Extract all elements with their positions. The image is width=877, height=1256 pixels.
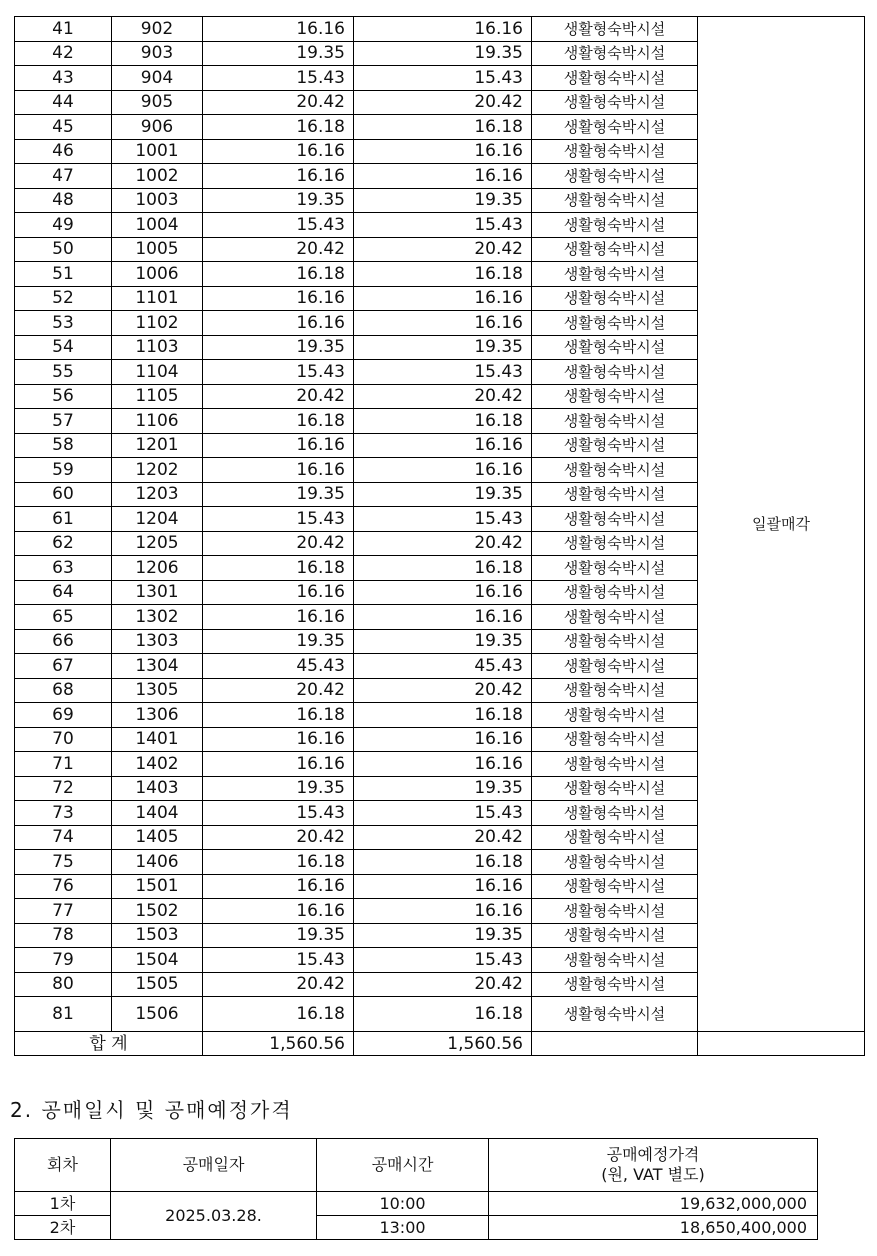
usage-type: 생활형숙박시설 <box>532 482 698 507</box>
row-number: 75 <box>15 850 112 875</box>
area-a: 15.43 <box>203 948 354 973</box>
usage-type: 생활형숙박시설 <box>532 360 698 385</box>
row-number: 74 <box>15 825 112 850</box>
area-b: 16.18 <box>354 703 532 728</box>
total-label: 합 계 <box>15 1032 203 1056</box>
units-table <box>14 16 865 1056</box>
row-number: 70 <box>15 727 112 752</box>
row-number: 64 <box>15 580 112 605</box>
unit-number: 1306 <box>112 703 203 728</box>
total-row <box>15 1032 865 1056</box>
unit-number: 1201 <box>112 433 203 458</box>
area-a: 19.35 <box>203 335 354 360</box>
auction-price: 18,650,400,000 <box>489 1216 818 1240</box>
header-price-line1: 공매예정가격 <box>606 1145 700 1164</box>
usage-type: 생활형숙박시설 <box>532 580 698 605</box>
unit-number: 1304 <box>112 654 203 679</box>
row-number: 43 <box>15 66 112 91</box>
total-area-b: 1,560.56 <box>354 1032 532 1056</box>
row-number: 79 <box>15 948 112 973</box>
area-a: 16.18 <box>203 115 354 140</box>
area-b: 20.42 <box>354 972 532 997</box>
area-b: 16.16 <box>354 139 532 164</box>
area-a: 19.35 <box>203 482 354 507</box>
section-title: 2. 공매일시 및 공매예정가격 <box>10 1098 293 1122</box>
area-b: 19.35 <box>354 923 532 948</box>
auction-time: 10:00 <box>317 1192 489 1216</box>
usage-type: 생활형숙박시설 <box>532 90 698 115</box>
auction-date: 2025.03.28. <box>111 1192 317 1240</box>
area-b: 19.35 <box>354 41 532 66</box>
auction-round: 1차 <box>15 1192 111 1216</box>
usage-type: 생활형숙박시설 <box>532 629 698 654</box>
row-number: 46 <box>15 139 112 164</box>
auction-time: 13:00 <box>317 1216 489 1240</box>
usage-type: 생활형숙박시설 <box>532 139 698 164</box>
usage-type: 생활형숙박시설 <box>532 115 698 140</box>
usage-type: 생활형숙박시설 <box>532 17 698 42</box>
usage-type: 생활형숙박시설 <box>532 605 698 630</box>
unit-number: 1205 <box>112 531 203 556</box>
area-a: 16.16 <box>203 899 354 924</box>
header-price-line2: (원, VAT 별도) <box>601 1165 705 1184</box>
area-b: 16.16 <box>354 458 532 483</box>
area-b: 16.16 <box>354 433 532 458</box>
unit-number: 905 <box>112 90 203 115</box>
area-b: 19.35 <box>354 776 532 801</box>
usage-type: 생활형숙박시설 <box>532 507 698 532</box>
area-b: 16.16 <box>354 752 532 777</box>
area-b: 15.43 <box>354 948 532 973</box>
row-number: 41 <box>15 17 112 42</box>
usage-type: 생활형숙박시설 <box>532 262 698 287</box>
unit-number: 1401 <box>112 727 203 752</box>
unit-number: 1202 <box>112 458 203 483</box>
area-b: 16.18 <box>354 262 532 287</box>
unit-number: 1506 <box>112 997 203 1032</box>
usage-type: 생활형숙박시설 <box>532 66 698 91</box>
area-b: 16.16 <box>354 899 532 924</box>
area-a: 16.16 <box>203 164 354 189</box>
area-a: 20.42 <box>203 678 354 703</box>
unit-number: 1203 <box>112 482 203 507</box>
area-b: 16.16 <box>354 164 532 189</box>
area-b: 15.43 <box>354 213 532 238</box>
header-date: 공매일자 <box>111 1139 317 1192</box>
area-a: 16.18 <box>203 262 354 287</box>
row-number: 80 <box>15 972 112 997</box>
area-a: 16.16 <box>203 139 354 164</box>
row-number: 48 <box>15 188 112 213</box>
unit-number: 1505 <box>112 972 203 997</box>
area-a: 19.35 <box>203 629 354 654</box>
sale-method-note: 일괄매각 <box>698 17 865 1032</box>
area-b: 16.16 <box>354 311 532 336</box>
row-number: 59 <box>15 458 112 483</box>
area-b: 19.35 <box>354 482 532 507</box>
usage-type: 생활형숙박시설 <box>532 703 698 728</box>
area-b: 19.35 <box>354 629 532 654</box>
area-a: 15.43 <box>203 66 354 91</box>
area-a: 20.42 <box>203 237 354 262</box>
header-round: 회차 <box>15 1139 111 1192</box>
usage-type: 생활형숙박시설 <box>532 801 698 826</box>
row-number: 49 <box>15 213 112 238</box>
unit-number: 1402 <box>112 752 203 777</box>
usage-type: 생활형숙박시설 <box>532 458 698 483</box>
usage-type: 생활형숙박시설 <box>532 825 698 850</box>
auction-round: 2차 <box>15 1216 111 1240</box>
unit-number: 1501 <box>112 874 203 899</box>
area-b: 15.43 <box>354 360 532 385</box>
area-a: 16.18 <box>203 409 354 434</box>
usage-type: 생활형숙박시설 <box>532 41 698 66</box>
area-b: 20.42 <box>354 678 532 703</box>
row-number: 77 <box>15 899 112 924</box>
row-number: 65 <box>15 605 112 630</box>
area-a: 20.42 <box>203 90 354 115</box>
area-a: 20.42 <box>203 825 354 850</box>
area-a: 19.35 <box>203 41 354 66</box>
usage-type: 생활형숙박시설 <box>532 776 698 801</box>
usage-type: 생활형숙박시설 <box>532 678 698 703</box>
unit-number: 1302 <box>112 605 203 630</box>
unit-number: 1005 <box>112 237 203 262</box>
area-a: 16.18 <box>203 997 354 1032</box>
area-b: 16.18 <box>354 997 532 1032</box>
row-number: 51 <box>15 262 112 287</box>
auction-row <box>15 1192 818 1216</box>
area-a: 16.16 <box>203 874 354 899</box>
unit-number: 1301 <box>112 580 203 605</box>
total-empty-cell <box>698 1032 865 1056</box>
area-b: 16.16 <box>354 605 532 630</box>
area-b: 20.42 <box>354 825 532 850</box>
area-b: 15.43 <box>354 801 532 826</box>
usage-type: 생활형숙박시설 <box>532 556 698 581</box>
row-number: 60 <box>15 482 112 507</box>
usage-type: 생활형숙박시설 <box>532 335 698 360</box>
area-b: 16.16 <box>354 286 532 311</box>
area-a: 19.35 <box>203 923 354 948</box>
row-number: 44 <box>15 90 112 115</box>
auction-header-row <box>15 1139 818 1192</box>
unit-number: 1404 <box>112 801 203 826</box>
area-a: 15.43 <box>203 213 354 238</box>
area-a: 16.16 <box>203 580 354 605</box>
usage-type: 생활형숙박시설 <box>532 433 698 458</box>
usage-type: 생활형숙박시설 <box>532 237 698 262</box>
unit-number: 1403 <box>112 776 203 801</box>
area-a: 16.16 <box>203 727 354 752</box>
unit-number: 1104 <box>112 360 203 385</box>
units-table-body <box>15 17 865 1056</box>
unit-number: 1503 <box>112 923 203 948</box>
row-number: 58 <box>15 433 112 458</box>
usage-type: 생활형숙박시설 <box>532 850 698 875</box>
header-price <box>489 1139 818 1192</box>
row-number: 72 <box>15 776 112 801</box>
unit-number: 1504 <box>112 948 203 973</box>
area-b: 16.18 <box>354 409 532 434</box>
area-b: 20.42 <box>354 237 532 262</box>
row-number: 50 <box>15 237 112 262</box>
area-a: 20.42 <box>203 384 354 409</box>
unit-number: 1106 <box>112 409 203 434</box>
area-a: 15.43 <box>203 507 354 532</box>
row-number: 63 <box>15 556 112 581</box>
row-number: 73 <box>15 801 112 826</box>
unit-number: 1206 <box>112 556 203 581</box>
unit-number: 1406 <box>112 850 203 875</box>
header-time: 공매시간 <box>317 1139 489 1192</box>
usage-type: 생활형숙박시설 <box>532 874 698 899</box>
unit-number: 1105 <box>112 384 203 409</box>
area-b: 15.43 <box>354 66 532 91</box>
row-number: 61 <box>15 507 112 532</box>
unit-number: 902 <box>112 17 203 42</box>
area-a: 16.16 <box>203 17 354 42</box>
area-b: 19.35 <box>354 335 532 360</box>
row-number: 67 <box>15 654 112 679</box>
row-number: 42 <box>15 41 112 66</box>
area-b: 16.18 <box>354 556 532 581</box>
usage-type: 생활형숙박시설 <box>532 213 698 238</box>
usage-type: 생활형숙박시설 <box>532 311 698 336</box>
area-b: 16.16 <box>354 874 532 899</box>
area-b: 16.16 <box>354 17 532 42</box>
area-b: 20.42 <box>354 531 532 556</box>
area-b: 16.16 <box>354 727 532 752</box>
area-a: 15.43 <box>203 360 354 385</box>
row-number: 53 <box>15 311 112 336</box>
row-number: 54 <box>15 335 112 360</box>
area-b: 16.18 <box>354 850 532 875</box>
usage-type: 생활형숙박시설 <box>532 997 698 1032</box>
area-b: 19.35 <box>354 188 532 213</box>
usage-type: 생활형숙박시설 <box>532 752 698 777</box>
area-a: 16.16 <box>203 458 354 483</box>
usage-type: 생활형숙박시설 <box>532 899 698 924</box>
area-a: 16.16 <box>203 605 354 630</box>
row-number: 76 <box>15 874 112 899</box>
unit-number: 1103 <box>112 335 203 360</box>
total-area-a: 1,560.56 <box>203 1032 354 1056</box>
area-b: 16.18 <box>354 115 532 140</box>
row-number: 55 <box>15 360 112 385</box>
area-a: 20.42 <box>203 531 354 556</box>
area-a: 16.16 <box>203 286 354 311</box>
row-number: 69 <box>15 703 112 728</box>
row-number: 81 <box>15 997 112 1032</box>
area-b: 16.16 <box>354 580 532 605</box>
area-a: 16.18 <box>203 850 354 875</box>
usage-type: 생활형숙박시설 <box>532 948 698 973</box>
unit-number: 1006 <box>112 262 203 287</box>
usage-type: 생활형숙박시설 <box>532 923 698 948</box>
usage-type: 생활형숙박시설 <box>532 164 698 189</box>
area-a: 16.16 <box>203 752 354 777</box>
unit-number: 1003 <box>112 188 203 213</box>
area-a: 45.43 <box>203 654 354 679</box>
unit-number: 1305 <box>112 678 203 703</box>
unit-number: 1405 <box>112 825 203 850</box>
usage-type: 생활형숙박시설 <box>532 531 698 556</box>
total-empty-cell <box>532 1032 698 1056</box>
area-b: 45.43 <box>354 654 532 679</box>
area-a: 16.18 <box>203 703 354 728</box>
area-b: 20.42 <box>354 90 532 115</box>
usage-type: 생활형숙박시설 <box>532 727 698 752</box>
usage-type: 생활형숙박시설 <box>532 384 698 409</box>
area-a: 15.43 <box>203 801 354 826</box>
row-number: 66 <box>15 629 112 654</box>
area-b: 15.43 <box>354 507 532 532</box>
auction-price: 19,632,000,000 <box>489 1192 818 1216</box>
row-number: 62 <box>15 531 112 556</box>
row-number: 57 <box>15 409 112 434</box>
area-a: 16.16 <box>203 433 354 458</box>
unit-number: 906 <box>112 115 203 140</box>
row-number: 71 <box>15 752 112 777</box>
row-number: 45 <box>15 115 112 140</box>
usage-type: 생활형숙박시설 <box>532 188 698 213</box>
area-a: 16.18 <box>203 556 354 581</box>
area-a: 19.35 <box>203 776 354 801</box>
unit-number: 1204 <box>112 507 203 532</box>
unit-number: 1102 <box>112 311 203 336</box>
unit-number: 1001 <box>112 139 203 164</box>
unit-number: 1004 <box>112 213 203 238</box>
area-b: 20.42 <box>354 384 532 409</box>
unit-number: 903 <box>112 41 203 66</box>
row-number: 52 <box>15 286 112 311</box>
usage-type: 생활형숙박시설 <box>532 409 698 434</box>
area-a: 20.42 <box>203 972 354 997</box>
usage-type: 생활형숙박시설 <box>532 972 698 997</box>
unit-number: 1303 <box>112 629 203 654</box>
area-a: 19.35 <box>203 188 354 213</box>
unit-number: 1502 <box>112 899 203 924</box>
unit-number: 904 <box>112 66 203 91</box>
usage-type: 생활형숙박시설 <box>532 286 698 311</box>
table-row <box>15 17 865 42</box>
unit-number: 1002 <box>112 164 203 189</box>
unit-number: 1101 <box>112 286 203 311</box>
auction-schedule-table <box>14 1138 818 1240</box>
row-number: 78 <box>15 923 112 948</box>
usage-type: 생활형숙박시설 <box>532 654 698 679</box>
row-number: 47 <box>15 164 112 189</box>
row-number: 68 <box>15 678 112 703</box>
area-a: 16.16 <box>203 311 354 336</box>
row-number: 56 <box>15 384 112 409</box>
